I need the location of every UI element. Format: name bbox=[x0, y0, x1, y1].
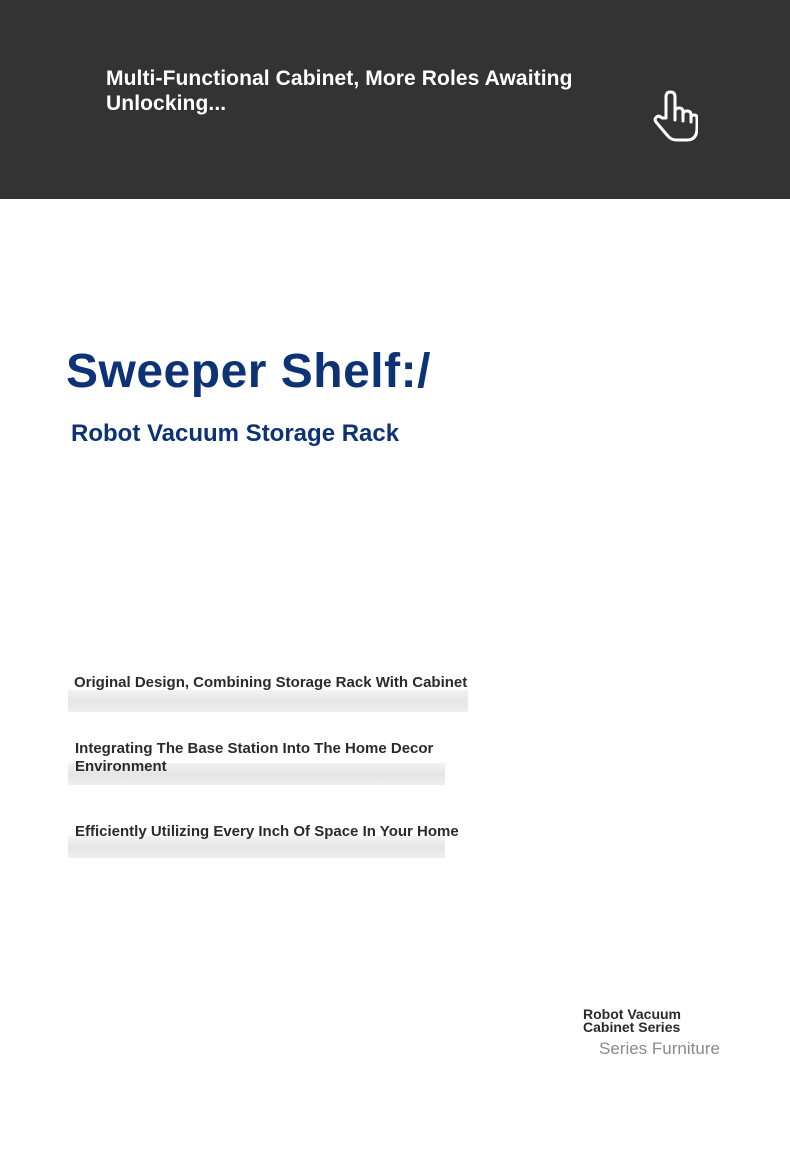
feature-text: Original Design, Combining Storage Rack With Cabinet bbox=[74, 674, 468, 691]
feature-text: Efficiently Utilizing Every Inch Of Space In Your Home bbox=[75, 823, 459, 840]
top-banner bbox=[0, 0, 790, 199]
feature-item-decor bbox=[68, 740, 445, 788]
page-title: Sweeper Shelf:/ bbox=[66, 345, 431, 398]
banner-title: Multi-Functional Cabinet, More Roles Awaiting Unlocking... bbox=[106, 67, 573, 115]
series-title: Robot Vacuum Cabinet Series bbox=[583, 1006, 682, 1035]
feature-item-storage bbox=[68, 674, 468, 714]
feature-underline bbox=[68, 690, 468, 712]
pointing-hand-icon[interactable] bbox=[646, 88, 698, 144]
series-subtitle: Series Furniture bbox=[599, 1039, 720, 1058]
feature-item-space bbox=[68, 823, 459, 861]
feature-text: Integrating The Base Station Into The Home Decor Environment bbox=[75, 740, 434, 775]
page-subtitle: Robot Vacuum Storage Rack bbox=[71, 420, 400, 447]
